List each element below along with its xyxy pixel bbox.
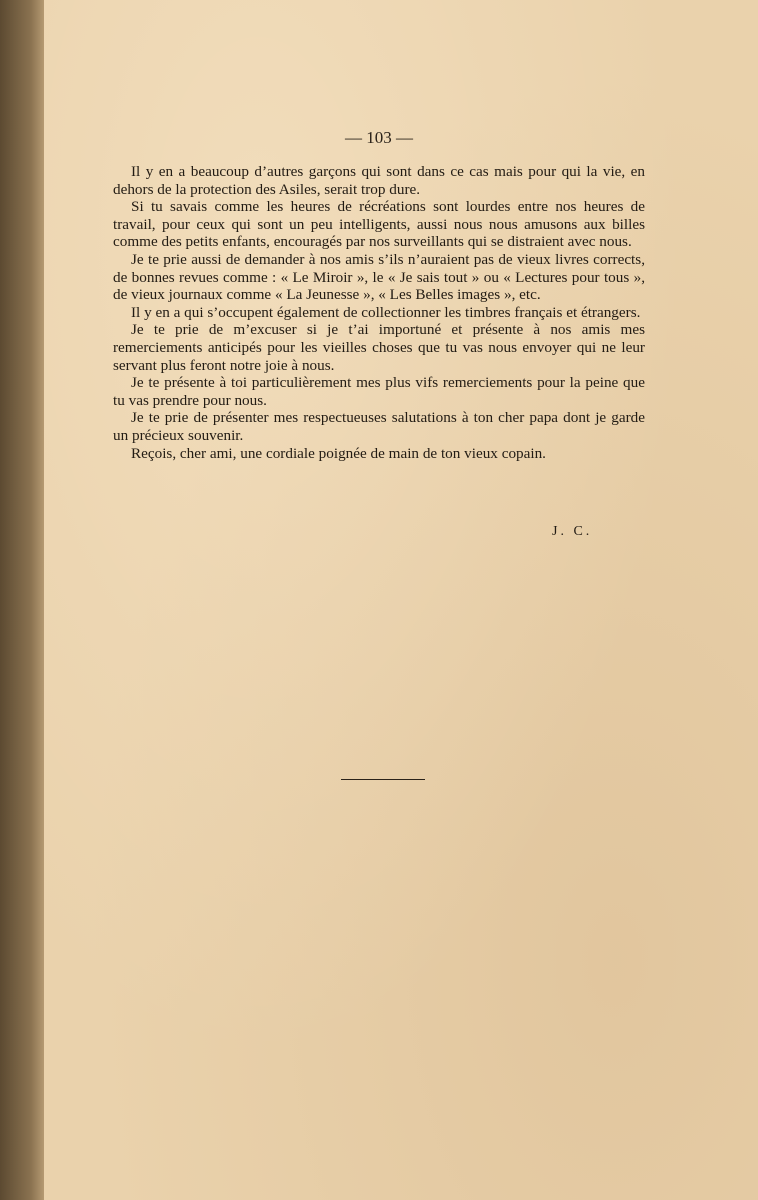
section-divider xyxy=(341,779,425,780)
book-binding xyxy=(0,0,44,1200)
paragraph: Il y en a qui s’occupent également de collectionner les timbres français et étrangers. xyxy=(131,303,641,321)
paragraph: Je te présente à toi particulièrement mes plus vifs remerciements pour la peine que tu vas prendre pour nous. xyxy=(113,374,645,409)
signature: J. C. xyxy=(552,524,593,539)
page-number: — 103 — xyxy=(345,128,413,147)
paragraph: Il y en a beaucoup d’autres garçons qui sont dans ce cas mais pour qui la vie, en dehors de la protection des Asiles, serait trop dure. xyxy=(113,163,645,198)
paragraph: Je te prie de m’excuser si je t’ai importuné et présente à nos amis mes remerciements anticipés pour les vieilles choses que tu vas nous envoyer qui ne leur servant plus feront notre joie à nous. xyxy=(113,321,645,374)
paragraph: Si tu savais comme les heures de récréations sont lourdes entre nos heures de travail, pour ceux qui sont un peu intelligents, aussi nous nous amusons aux billes comme des petits enfants, encouragés par nos surveillants qui se distraient avec nous. xyxy=(113,198,645,251)
letter-body xyxy=(113,163,645,462)
paragraph: Reçois, cher ami, une cordiale poignée de main de ton vieux copain. xyxy=(131,444,546,462)
paragraph: Je te prie de présenter mes respectueuses salutations à ton cher papa dont je garde un précieux souvenir. xyxy=(113,409,645,444)
paragraph: Je te prie aussi de demander à nos amis s’ils n’auraient pas de vieux livres corrects, de bonnes revues comme : « Le Miroir », le « Je sais tout » ou « Lectures pour tous », de vieux journaux comme « La Jeunesse », « Les Belles images », etc. xyxy=(113,250,645,304)
